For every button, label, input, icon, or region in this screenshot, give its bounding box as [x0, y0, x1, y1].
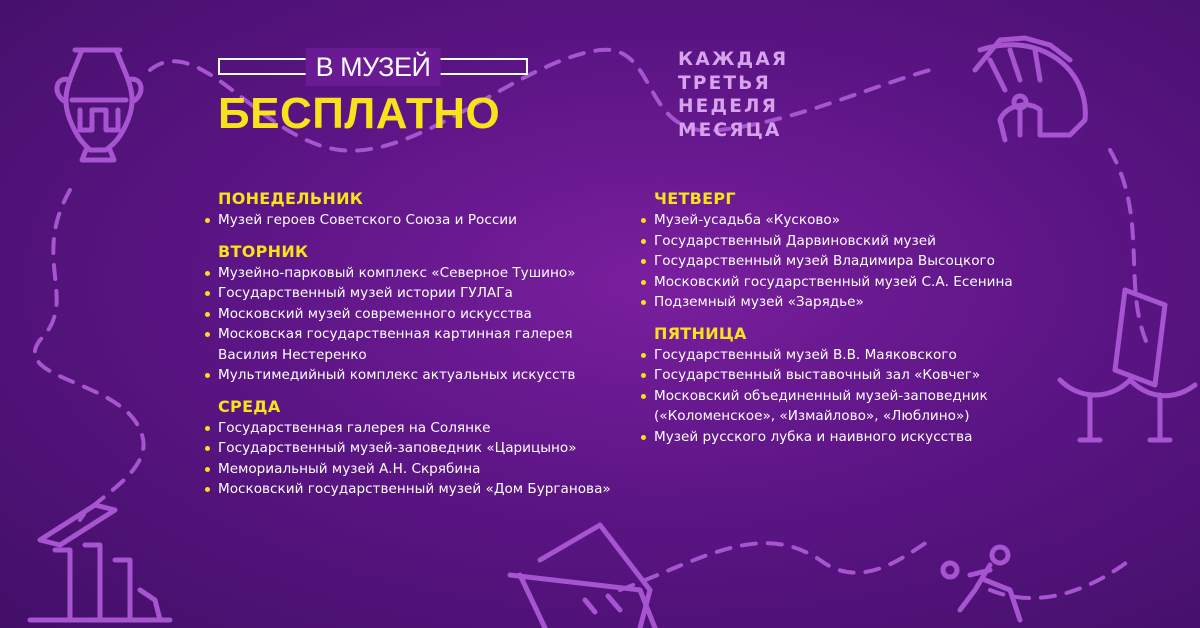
schedule-right-column [654, 188, 1054, 457]
day-thursday [654, 188, 1054, 313]
tagline-line: КАЖДАЯ [678, 49, 789, 70]
title-top-row [218, 48, 528, 88]
rope-barrier-icon [1060, 380, 1195, 440]
day-heading: ЧЕТВЕРГ [654, 189, 736, 208]
day-heading: ПОНЕДЕЛЬНИК [218, 189, 364, 208]
museum-item: Московский государственный музей «Дом Бурганова» [218, 479, 618, 500]
vase-icon [57, 50, 141, 160]
museum-item: Музей-усадьба «Кусково» [654, 210, 1054, 231]
museum-list [654, 345, 1054, 448]
day-heading: СРЕДА [218, 396, 281, 416]
day-friday [654, 323, 1054, 448]
title-block [218, 48, 528, 136]
museum-list [218, 210, 618, 231]
tagline [678, 48, 788, 142]
museum-item: Государственный выставочный зал «Ковчег» [654, 365, 1054, 386]
museum-item: Московская государственная картинная галерея Василия Нестеренко [218, 324, 618, 365]
title-label: В МУЗЕЙ [306, 48, 441, 86]
tagline-line: НЕДЕЛЯ [678, 96, 779, 117]
museum-item: Московский музей современного искусства [218, 304, 618, 325]
tagline-line: ТРЕТЬЯ [678, 72, 771, 94]
museum-item: Подземный музей «Зарядье» [654, 292, 1054, 313]
schedule-left-column [218, 188, 618, 510]
museum-item: Музей русского лубка и наивного искусства [654, 427, 1054, 448]
museum-item: Государственная галерея на Солянке [218, 418, 618, 439]
museum-item: Московский государственный музей С.А. Есенина [654, 272, 1054, 293]
day-wednesday [218, 396, 618, 500]
athlete-statue-icon [943, 547, 1020, 620]
museum-list [654, 210, 1054, 313]
title-main: БЕСПЛАТНО [218, 89, 501, 138]
picture-frame-icon [1115, 290, 1165, 385]
day-tuesday [218, 241, 618, 386]
museum-item: Государственный музей Владимира Высоцкого [654, 251, 1054, 272]
tagline-line: МЕСЯЦА [678, 119, 782, 141]
pyramid-frame-icon [510, 525, 655, 628]
day-heading: ПЯТНИЦА [654, 323, 747, 343]
museum-item: Государственный музей В.В. Маяковского [654, 345, 1054, 366]
museum-list [218, 263, 618, 386]
museum-item: Государственный музей истории ГУЛАГа [218, 283, 618, 304]
helmet-icon [975, 38, 1085, 140]
museum-item: Музей героев Советского Союза и России [218, 210, 618, 231]
museum-item: Государственный Дарвиновский музей [654, 231, 1054, 252]
museum-item: Мультимедийный комплекс актуальных искусств [218, 365, 618, 386]
museum-item: Мемориальный музей А.Н. Скрябина [218, 459, 618, 480]
museum-item: Государственный музей-заповедник «Царицыно» [218, 438, 618, 459]
museum-item: Музейно-парковый комплекс «Северное Тушино» [218, 263, 618, 284]
museum-item: Московский объединенный музей-заповедник («Коломенское», «Измайлово», «Люблино») [654, 386, 1054, 427]
ruins-icon [30, 505, 170, 620]
day-heading: ВТОРНИК [218, 241, 309, 261]
day-monday [218, 188, 618, 231]
museum-list [218, 418, 618, 500]
